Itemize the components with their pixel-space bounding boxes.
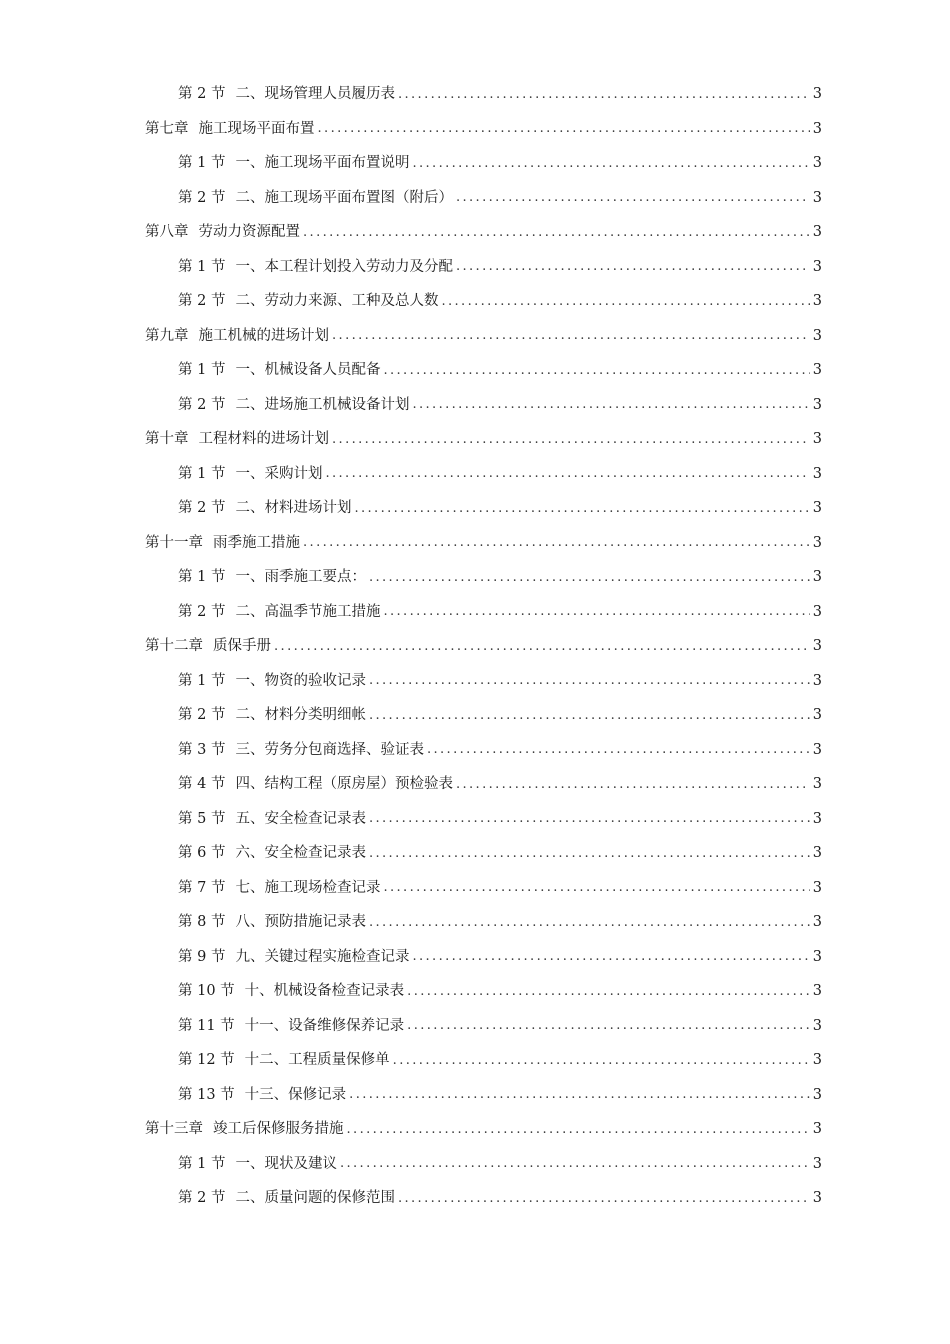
- dot-leader: [393, 1054, 810, 1067]
- toc-page-number: 3: [812, 120, 822, 137]
- toc-entry-number: 第 1 节: [178, 362, 226, 378]
- dot-leader: [383, 364, 809, 377]
- dot-leader: [332, 329, 810, 342]
- toc-entry-title: 十、机械设备检查记录表: [244, 983, 405, 999]
- toc-section-entry[interactable]: [0, 284, 950, 319]
- toc-page-number: 3: [812, 224, 822, 240]
- toc-entry-title: 一、机械设备人员配备: [235, 362, 381, 378]
- toc-section-entry[interactable]: [0, 77, 950, 112]
- toc-page-number: 3: [812, 948, 822, 965]
- toc-entry-number: 第 9 节: [178, 948, 226, 965]
- toc-section-entry[interactable]: [0, 491, 950, 526]
- toc-entry-text: [178, 501, 351, 516]
- toc-page-number: 3: [812, 431, 822, 447]
- dot-leader: [369, 674, 810, 687]
- toc-entry-text: [178, 708, 366, 723]
- toc-entry-text: [178, 674, 366, 689]
- dot-leader: [274, 640, 810, 653]
- toc-entry-text: [145, 536, 300, 551]
- toc-chapter-entry[interactable]: [0, 526, 950, 561]
- dot-leader: [398, 88, 810, 101]
- toc-entry-number: 第 1 节: [178, 155, 226, 171]
- toc-entry-title: 一、采购计划: [235, 465, 323, 482]
- toc-entry-title: 二、进场施工机械设备计划: [235, 396, 410, 413]
- toc-page-number: 3: [812, 258, 822, 275]
- toc-chapter-entry[interactable]: [0, 422, 950, 457]
- toc-entry-title: 劳动力资源配置: [198, 224, 300, 240]
- toc-entry-number: 第 1 节: [178, 258, 226, 275]
- toc-entry-text: [178, 87, 395, 102]
- toc-page-number: 3: [812, 189, 822, 206]
- toc-entry-number: 第 13 节: [178, 1086, 235, 1103]
- toc-entry-text: [178, 191, 453, 206]
- dot-leader: [303, 536, 810, 549]
- toc-entry-number: 第 10 节: [178, 983, 235, 999]
- toc-entry-number: 第 2 节: [178, 189, 226, 206]
- toc-section-entry[interactable]: [0, 1181, 950, 1216]
- dot-leader: [349, 1088, 810, 1101]
- toc-page-number: 3: [812, 672, 822, 689]
- toc-section-entry[interactable]: [0, 802, 950, 837]
- toc-page-number: 3: [812, 86, 822, 102]
- toc-entry-title: 一、现状及建议: [235, 1155, 337, 1172]
- table-of-contents: [0, 77, 950, 1216]
- toc-entry-text: [145, 1122, 344, 1137]
- toc-chapter-entry[interactable]: [0, 629, 950, 664]
- toc-entry-text: [178, 363, 380, 378]
- toc-entry-title: 一、施工现场平面布置说明: [235, 155, 410, 171]
- toc-entry-number: 第 12 节: [178, 1052, 235, 1068]
- dot-leader: [383, 605, 809, 618]
- toc-section-entry[interactable]: [0, 250, 950, 285]
- toc-entry-title: 一、本工程计划投入劳动力及分配: [235, 258, 453, 275]
- toc-page-number: 3: [812, 1052, 822, 1068]
- dot-leader: [325, 467, 809, 480]
- toc-page-number: 3: [812, 810, 822, 827]
- dot-leader: [407, 1019, 810, 1032]
- toc-page-number: 3: [812, 362, 822, 378]
- toc-section-entry[interactable]: [0, 905, 950, 940]
- toc-page-number: 3: [812, 914, 822, 930]
- toc-section-entry[interactable]: [0, 181, 950, 216]
- toc-entry-title: 九、关键过程实施检查记录: [235, 948, 410, 965]
- dot-leader: [318, 122, 810, 135]
- toc-page-number: 3: [812, 845, 822, 861]
- toc-entry-text: [178, 777, 453, 792]
- toc-page-number: 3: [812, 155, 822, 171]
- toc-entry-text: [145, 225, 300, 240]
- toc-entry-title: 二、材料进场计划: [235, 500, 352, 516]
- toc-entry-text: [178, 915, 366, 930]
- toc-section-entry[interactable]: [0, 974, 950, 1009]
- toc-entry-text: [178, 1157, 337, 1172]
- toc-chapter-entry[interactable]: [0, 319, 950, 354]
- dot-leader: [456, 260, 810, 273]
- toc-entry-number: 第 11 节: [178, 1017, 235, 1034]
- dot-leader: [369, 916, 810, 929]
- dot-leader: [412, 950, 809, 963]
- toc-entry-number: 第 2 节: [178, 707, 226, 723]
- dot-leader: [347, 1123, 810, 1136]
- toc-entry-number: 第十三章: [145, 1121, 203, 1137]
- toc-section-entry[interactable]: [0, 1009, 950, 1044]
- toc-entry-text: [178, 812, 366, 827]
- toc-section-entry[interactable]: [0, 457, 950, 492]
- toc-entry-number: 第十章: [145, 431, 189, 447]
- toc-entry-number: 第 4 节: [178, 776, 226, 792]
- toc-entry-title: 施工机械的进场计划: [198, 327, 329, 344]
- toc-entry-title: 二、质量问题的保修范围: [235, 1190, 395, 1206]
- toc-section-entry[interactable]: [0, 388, 950, 423]
- toc-entry-number: 第十二章: [145, 638, 203, 654]
- toc-entry-title: 四、结构工程（原房屋）预检验表: [235, 776, 453, 792]
- toc-entry-number: 第 2 节: [178, 500, 226, 516]
- toc-entry-number: 第 1 节: [178, 465, 226, 482]
- toc-entry-title: 二、现场管理人员履历表: [235, 86, 395, 102]
- toc-section-entry[interactable]: [0, 1043, 950, 1078]
- toc-entry-text: [145, 329, 329, 344]
- toc-section-entry[interactable]: [0, 871, 950, 906]
- dot-leader: [441, 295, 809, 308]
- toc-entry-number: 第 1 节: [178, 1155, 226, 1172]
- toc-section-entry[interactable]: [0, 595, 950, 630]
- toc-section-entry[interactable]: [0, 560, 950, 595]
- toc-entry-text: [178, 950, 409, 965]
- toc-entry-number: 第十一章: [145, 534, 203, 551]
- toc-entry-title: 工程材料的进场计划: [198, 431, 329, 447]
- toc-entry-text: [178, 294, 438, 309]
- dot-leader: [303, 226, 810, 239]
- toc-page-number: 3: [812, 707, 822, 723]
- toc-entry-number: 第 2 节: [178, 86, 226, 102]
- toc-chapter-entry[interactable]: [0, 1112, 950, 1147]
- dot-leader: [383, 881, 809, 894]
- toc-entry-text: [178, 467, 322, 482]
- toc-page-number: 3: [812, 293, 822, 309]
- toc-section-entry[interactable]: [0, 733, 950, 768]
- toc-page-number: 3: [812, 1155, 822, 1172]
- toc-chapter-entry[interactable]: [0, 112, 950, 147]
- toc-entry-number: 第 3 节: [178, 741, 226, 758]
- toc-section-entry[interactable]: [0, 664, 950, 699]
- toc-section-entry[interactable]: [0, 146, 950, 181]
- toc-page-number: 3: [812, 500, 822, 516]
- toc-entry-title: 六、安全检查记录表: [235, 845, 366, 861]
- toc-entry-title: 雨季施工措施: [213, 534, 300, 551]
- toc-section-entry[interactable]: [0, 1147, 950, 1182]
- toc-entry-text: [178, 1088, 346, 1103]
- toc-entry-number: 第 2 节: [178, 293, 226, 309]
- toc-page-number: 3: [812, 983, 822, 999]
- toc-entry-title: 施工现场平面布置: [198, 120, 315, 137]
- toc-entry-text: [178, 605, 380, 620]
- toc-entry-number: 第 8 节: [178, 914, 226, 930]
- toc-entry-text: [178, 260, 453, 275]
- dot-leader: [427, 743, 810, 756]
- toc-entry-title: 二、材料分类明细帐: [235, 707, 366, 723]
- toc-entry-title: 五、安全检查记录表: [235, 810, 366, 827]
- toc-page-number: 3: [812, 1190, 822, 1206]
- toc-entry-title: 竣工后保修服务措施: [213, 1121, 344, 1137]
- toc-page-number: 3: [812, 776, 822, 792]
- toc-entry-text: [178, 984, 404, 999]
- toc-entry-number: 第 1 节: [178, 672, 226, 689]
- toc-entry-number: 第 6 节: [178, 845, 226, 861]
- toc-entry-title: 一、雨季施工要点：: [235, 569, 366, 585]
- toc-entry-title: 三、劳务分包商选择、验证表: [235, 741, 424, 758]
- toc-entry-number: 第七章: [145, 120, 189, 137]
- toc-entry-number: 第 5 节: [178, 810, 226, 827]
- toc-section-entry[interactable]: [0, 353, 950, 388]
- toc-entry-text: [178, 743, 424, 758]
- dot-leader: [332, 433, 810, 446]
- toc-entry-title: 七、施工现场检查记录: [235, 879, 381, 896]
- toc-entry-text: [178, 156, 409, 171]
- toc-page-number: 3: [812, 879, 822, 896]
- toc-section-entry[interactable]: [0, 767, 950, 802]
- toc-entry-number: 第 2 节: [178, 603, 226, 620]
- toc-entry-text: [145, 122, 315, 137]
- dot-leader: [407, 985, 810, 998]
- toc-entry-text: [178, 846, 366, 861]
- toc-entry-text: [178, 398, 409, 413]
- dot-leader: [369, 571, 810, 584]
- toc-page-number: 3: [812, 638, 822, 654]
- toc-page-number: 3: [812, 569, 822, 585]
- toc-entry-number: 第八章: [145, 224, 189, 240]
- toc-section-entry[interactable]: [0, 698, 950, 733]
- toc-entry-number: 第九章: [145, 327, 189, 344]
- dot-leader: [456, 191, 810, 204]
- dot-leader: [369, 812, 810, 825]
- toc-page-number: 3: [812, 465, 822, 482]
- toc-page-number: 3: [812, 534, 822, 551]
- toc-entry-text: [178, 881, 380, 896]
- toc-entry-title: 质保手册: [213, 638, 271, 654]
- toc-entry-number: 第 7 节: [178, 879, 226, 896]
- toc-page-number: 3: [812, 327, 822, 344]
- toc-entry-title: 十三、保修记录: [244, 1086, 347, 1103]
- toc-entry-title: 十二、工程质量保修单: [244, 1052, 390, 1068]
- toc-page-number: 3: [812, 603, 822, 620]
- dot-leader: [412, 157, 809, 170]
- toc-entry-title: 十一、设备维修保养记录: [244, 1017, 405, 1034]
- toc-entry-text: [145, 639, 271, 654]
- toc-page-number: 3: [812, 1017, 822, 1034]
- toc-entry-title: 一、物资的验收记录: [235, 672, 366, 689]
- dot-leader: [354, 502, 809, 515]
- toc-page-number: 3: [812, 1121, 822, 1137]
- toc-entry-number: 第 1 节: [178, 569, 226, 585]
- toc-entry-title: 二、高温季节施工措施: [235, 603, 381, 620]
- toc-entry-text: [178, 570, 366, 585]
- toc-chapter-entry[interactable]: [0, 215, 950, 250]
- toc-page-number: 3: [812, 396, 822, 413]
- toc-entry-number: 第 2 节: [178, 396, 226, 413]
- dot-leader: [412, 398, 809, 411]
- dot-leader: [369, 709, 810, 722]
- toc-entry-title: 二、施工现场平面布置图（附后）: [235, 189, 453, 206]
- toc-entry-title: 八、预防措施记录表: [235, 914, 366, 930]
- toc-section-entry[interactable]: [0, 940, 950, 975]
- dot-leader: [398, 1192, 810, 1205]
- toc-entry-number: 第 2 节: [178, 1190, 226, 1206]
- toc-entry-text: [178, 1019, 404, 1034]
- toc-entry-text: [145, 432, 329, 447]
- toc-entry-title: 二、劳动力来源、工种及总人数: [235, 293, 439, 309]
- toc-page-number: 3: [812, 741, 822, 758]
- toc-page-number: 3: [812, 1086, 822, 1103]
- dot-leader: [340, 1157, 810, 1170]
- dot-leader: [369, 847, 810, 860]
- dot-leader: [456, 778, 810, 791]
- toc-entry-text: [178, 1191, 395, 1206]
- toc-section-entry[interactable]: [0, 1078, 950, 1113]
- toc-section-entry[interactable]: [0, 836, 950, 871]
- toc-entry-text: [178, 1053, 390, 1068]
